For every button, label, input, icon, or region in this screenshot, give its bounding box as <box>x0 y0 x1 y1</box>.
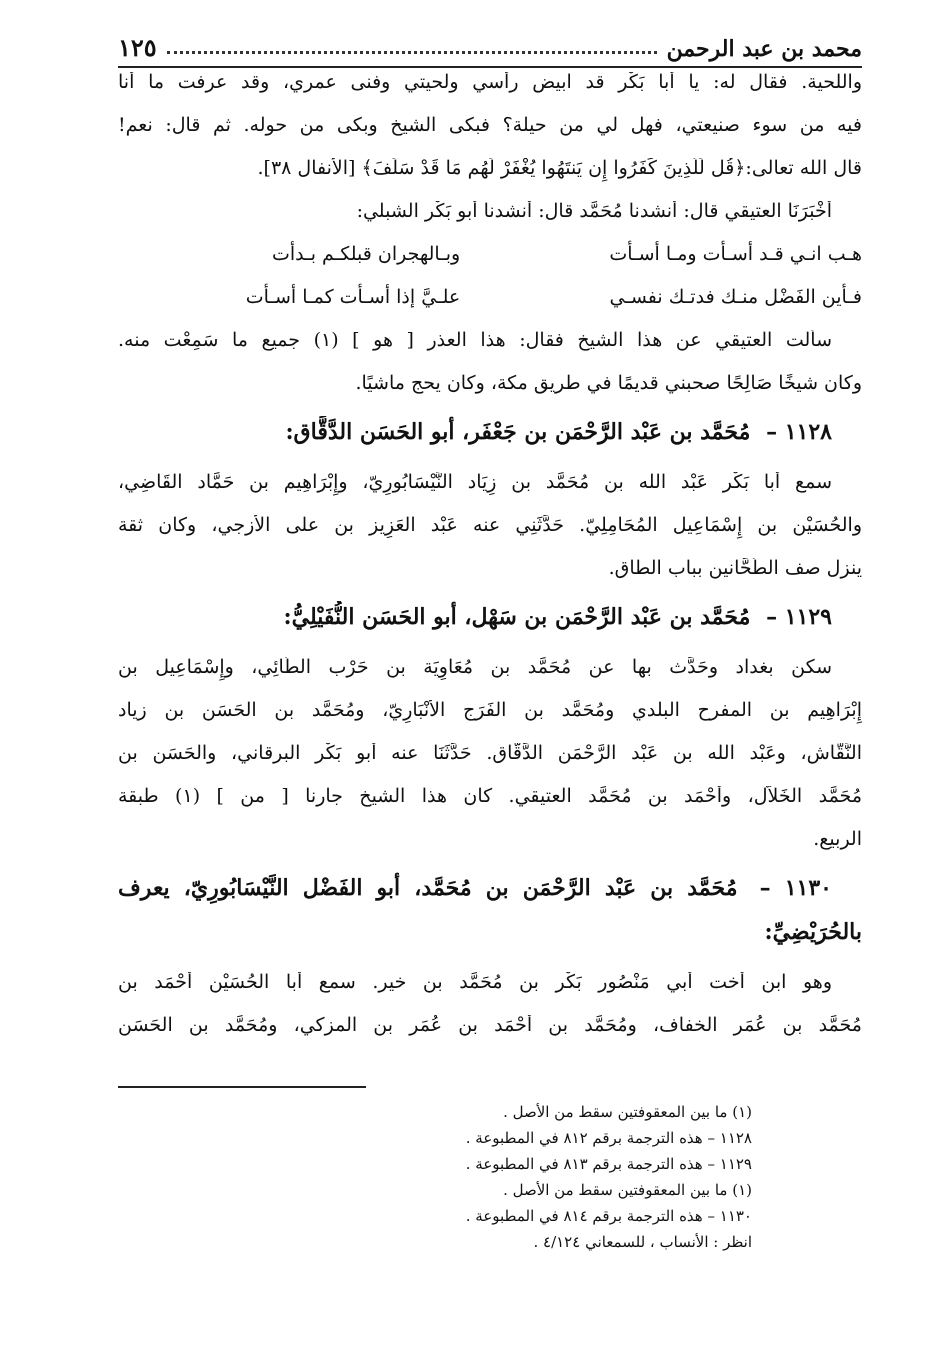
entry-title: مُحَمَّد بن عَبْد الرَّحْمَن بن جَعْفَر، أبو الحَسَن الدَّقَّاق: <box>285 419 751 445</box>
verse-hemistich-first: هـب انـي قـد أسـأت ومـا أسـأت <box>609 243 862 265</box>
text-line: وكان شيخًا صَالِحًا صحبني قديمًا في طريق مكة، وكان يحج ماشيًا. <box>355 373 862 394</box>
running-title: محمد بن عبد الرحمن <box>666 36 862 62</box>
text-line: ينزل صف الطَّحَّانين بباب الطاق. <box>608 558 862 579</box>
text-line: فيه من سوء صنيعتي، فهل لي من حيلة؟ فبكى الشيخ وبكى من حوله. ثم قال: نعم! <box>118 115 862 136</box>
page-number: ١٢٥ <box>118 33 157 62</box>
footnote: ١١٢٨ – هذه الترجمة برقم ٨١٢ في المطبوعة . <box>465 1129 752 1147</box>
poem-verse <box>118 244 862 287</box>
footnotes <box>118 1104 862 1260</box>
footnote: ١١٢٩ – هذه الترجمة برقم ٨١٣ في المطبوعة . <box>465 1155 752 1173</box>
footnote: (١) ما بين المعقوفتين سقط من الأصل . <box>503 1181 752 1199</box>
text-line: وهو ابن أخت أبي مَنْصُور بَكْر بن مُحَمَّد بن خير. سمع أبا الحُسَيْن أَحْمَد بن <box>118 972 832 993</box>
page-header <box>118 28 862 68</box>
poem-intro: أَخْبَرَنَا العتيقي قال: أنشدنا مُحَمَّد قال: أنشدنا أبو بَكْر الشبلي: <box>356 201 832 222</box>
entry-title: مُحَمَّد بن عَبْد الرَّحْمَن بن مُحَمَّد، أبو الفَضْل النَّيْسَابُورِيّ، يعرف <box>118 875 738 901</box>
poem-verse <box>118 287 862 330</box>
verse-hemistich-second: علـيَّ إذا أسـأت كمـا أسـأت <box>245 286 461 308</box>
text-line: إِبْرَاهِيم بن المفرح البلدي ومُحَمَّد بن الفَرَج الأَنْبَارِيّ، ومُحَمَّد بن الحَسَن بن زياد <box>118 700 862 721</box>
footnote: انظر : الأنساب ، للسمعاني ٤/١٢٤ . <box>533 1233 752 1251</box>
leader-dots <box>167 51 657 54</box>
text-line: سمع أبا بَكْر عَبْد الله بن مُحَمَّد بن زِيَاد النَّيْسَابُورِيّ، وإِبْرَاهِيم بن حَمَّاد القَاضِي، <box>118 472 832 493</box>
footnote: (١) ما بين المعقوفتين سقط من الأصل . <box>503 1103 752 1121</box>
page-body <box>118 72 862 1260</box>
entry-title: مُحَمَّد بن عَبْد الرَّحْمَن بن سَهْل، أبو الحَسَن النُّفَيْلِيُّ: <box>283 604 751 630</box>
text-line: الربيع. <box>813 829 862 850</box>
entry-heading <box>118 416 862 472</box>
entry-number: ١١٢٨ – <box>766 419 832 445</box>
footnote: ١١٣٠ – هذه الترجمة برقم ٨١٤ في المطبوعة . <box>465 1207 752 1225</box>
text-line: والحُسَيْن بن إِسْمَاعِيل المُحَامِلِيّ. حَدَّثَنِي عنه عَبْد العَزِيز بن على الأزجي، وكان ثقة <box>118 515 862 536</box>
text-line: مُحَمَّد بن عُمَر الخفاف، ومُحَمَّد بن أَحْمَد بن عُمَر بن المزكي، ومُحَمَّد بن الحَسَن <box>118 1015 862 1036</box>
text-line: مُحَمَّد الخَلاَّل، وأَحْمَد بن مُحَمَّد العتيقي. كان هذا الشيخ جارنا [ من ] (١) طبقة <box>118 786 862 807</box>
entry-heading <box>118 872 862 916</box>
text-line: قال الله تعالى:﴿قُل لِّلَّذِينَ كَفَرُوا إِن يَنتَهُوا يُغْفَرْ لَهُم مَا قَدْ سَلَفَ﴾ [الأنفال ٣٨]. <box>257 158 862 179</box>
text-line: سألت العتيقي عن هذا الشيخ فقال: هذا العذر [ هو ] (١) جميع ما سَمِعْت منه. <box>118 330 832 351</box>
entry-heading <box>118 601 862 657</box>
footnote-separator <box>118 1086 366 1088</box>
verse-hemistich-second: وبـالهجران قبلكـم بـدأت <box>272 243 461 265</box>
text-line: سكن بغداد وحَدَّث بها عن مُحَمَّد بن مُعَاوِيَة بن حَرْب الطَّائِي، وإِسْمَاعِيل بن <box>118 657 832 678</box>
text-line: واللحية. فقال له: يا أبا بَكْر قد ابيض رأسي ولحيتي وفنى عمري، وقد عرفت ما أنا <box>118 72 862 93</box>
entry-number: ١١٢٩ – <box>766 604 832 630</box>
entry-heading-continued: بالحُرَيْضِيِّ: <box>764 919 862 945</box>
entry-number: ١١٣٠ – <box>759 875 832 901</box>
text-line: النَّقَّاش، وعَبْد الله بن عَبْد الرَّحْمَن الدَّقَّاق. حَدَّثَنَا عنه أبو بَكْر البرقاني، والحَسَن بن <box>118 743 862 764</box>
verse-hemistich-first: فـأين الفَضْل منـك فدتـك نفسـي <box>609 286 862 308</box>
